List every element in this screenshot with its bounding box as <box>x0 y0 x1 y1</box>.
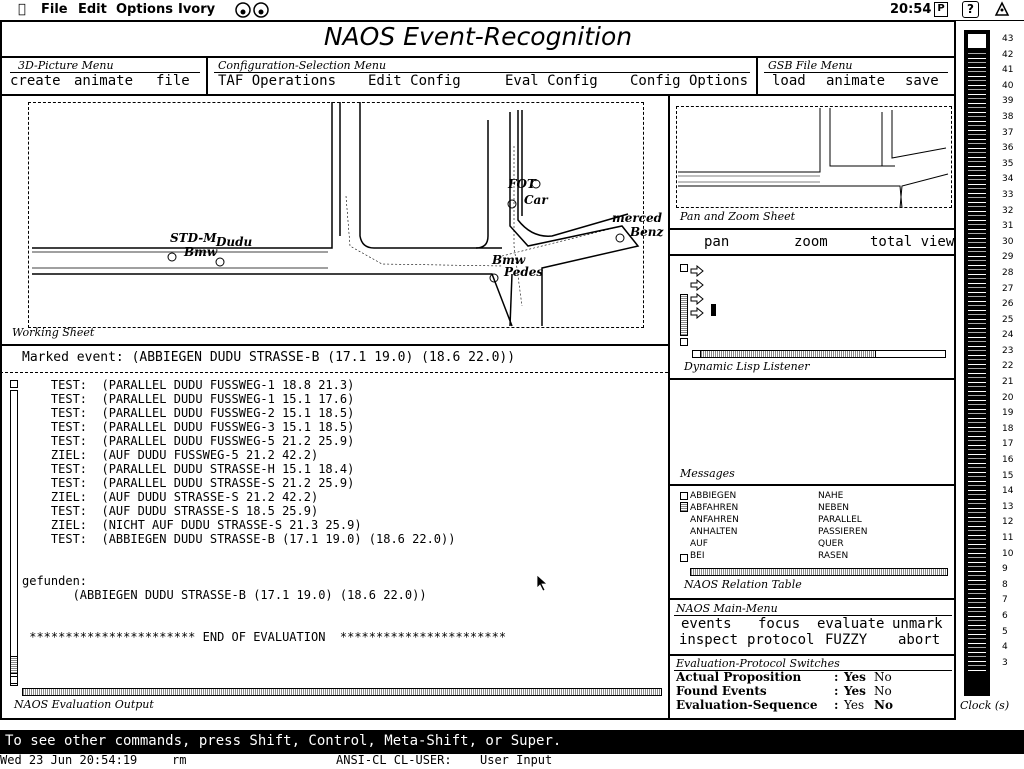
menus-row <box>0 58 956 94</box>
vertical-scrollbar[interactable] <box>10 390 18 686</box>
clock-tick-label: 40 <box>1002 80 1014 91</box>
clock-tick-label: 26 <box>1002 299 1014 310</box>
menubar-clock: 20:54 <box>890 2 932 17</box>
clock-panel <box>958 22 1024 718</box>
fuzzy-button[interactable]: FUZZY <box>825 632 868 648</box>
relation-item[interactable]: RASEN <box>818 551 849 561</box>
clock-bar-empty <box>968 34 986 48</box>
clock-tick-label: 12 <box>1002 517 1014 528</box>
relation-item[interactable]: ABFAHREN <box>690 503 739 513</box>
evaluation-line: ZIEL: (AUF DUDU STRASSE-S 21.2 42.2) <box>22 490 319 504</box>
clock-tick-label: 13 <box>1002 501 1014 512</box>
marked-event: Marked event: (ABBIEGEN DUDU STRASSE-B (17.1 19.0) (18.6 22.0)) <box>22 350 516 365</box>
relation-item[interactable]: NAHE <box>818 491 844 501</box>
divider <box>206 58 208 94</box>
working-sheet[interactable] <box>2 96 668 344</box>
label-pedes: Pedes <box>504 265 544 279</box>
status-line <box>0 752 1024 769</box>
street-map <box>2 96 668 344</box>
evaluation-line <box>22 560 506 574</box>
relation-item[interactable]: PASSIEREN <box>818 527 868 537</box>
picture-create-button[interactable]: create <box>10 73 61 89</box>
clock-tick-label: 22 <box>1002 361 1014 372</box>
relation-item[interactable]: ABBIEGEN <box>690 491 737 501</box>
label-bmw: Bmw <box>184 245 218 259</box>
clock-tick-label: 7 <box>1002 595 1008 606</box>
text-cursor <box>711 304 716 316</box>
clock-tick-label: 14 <box>1002 486 1014 497</box>
protocol-no-option[interactable]: No <box>874 698 893 712</box>
evaluate-button[interactable]: evaluate <box>817 616 885 632</box>
scroll-down-box[interactable] <box>680 338 688 346</box>
command-hint: To see other commands, press Shift, Control, Meta-Shift, or Super. <box>5 733 562 749</box>
clock-tick-label: 42 <box>1002 49 1014 60</box>
vertical-scroll-thumb[interactable] <box>680 502 688 512</box>
clock-tick-label: 29 <box>1002 252 1014 263</box>
evaluation-line: TEST: (PARALLEL DUDU FUSSWEG-1 15.1 17.6) <box>22 392 355 406</box>
divider <box>0 372 668 375</box>
status-state: User Input <box>480 753 553 767</box>
balloon-icon[interactable] <box>992 1 1012 23</box>
protocol-colon: : <box>834 670 839 684</box>
menu-ivory[interactable]: Ivory <box>178 2 216 17</box>
menu-bar <box>0 0 1024 21</box>
clock-tick-label: 21 <box>1002 377 1014 388</box>
clock-tick-label: 17 <box>1002 439 1014 450</box>
app-switcher-icon[interactable]: P <box>934 2 948 17</box>
events-button[interactable]: events <box>681 616 732 632</box>
scroll-up-box[interactable] <box>680 492 688 500</box>
evaluation-line: TEST: (PARALLEL DUDU STRASSE-S 21.2 25.9) <box>22 476 355 490</box>
label-dudu: Dudu <box>216 235 253 249</box>
abort-button[interactable]: abort <box>898 632 941 648</box>
label-benz: Benz <box>630 225 664 239</box>
protocol-label: Found Events <box>676 684 767 698</box>
relation-right-column <box>818 490 867 562</box>
protocol-switches <box>676 670 956 712</box>
evaluation-line: (ABBIEGEN DUDU STRASSE-B (17.1 19.0) (18.6 22.0)) <box>22 588 427 602</box>
clock-tick-label: 32 <box>1002 205 1014 216</box>
clock-tick-label: 10 <box>1002 548 1014 559</box>
taf-operations-button[interactable]: TAF Operations <box>218 73 337 89</box>
picture-file-button[interactable]: file <box>156 73 190 89</box>
evaluation-output-label: NAOS Evaluation Output <box>14 698 154 711</box>
lisp-listener[interactable] <box>670 256 954 378</box>
edit-config-button[interactable]: Edit Config <box>368 73 461 89</box>
clock-tick-label: 36 <box>1002 143 1014 154</box>
protocol-yes-option[interactable]: Yes <box>844 670 866 684</box>
relation-item[interactable]: PARALLEL <box>818 515 862 525</box>
clock-tick-label: 30 <box>1002 236 1014 247</box>
lisp-listener-label: Dynamic Lisp Listener <box>684 360 810 373</box>
evaluation-line <box>22 602 506 616</box>
clock-tick-label: 25 <box>1002 314 1014 325</box>
clock-tick-label: 15 <box>1002 470 1014 481</box>
divider <box>670 378 956 380</box>
clock-tick-label: 38 <box>1002 111 1014 122</box>
evaluation-line: TEST: (PARALLEL DUDU FUSSWEG-3 15.1 18.5) <box>22 420 355 434</box>
status-user: rm <box>172 753 187 767</box>
protocol-row <box>676 670 956 684</box>
clock-tick-label: 31 <box>1002 221 1014 232</box>
inspect-button[interactable]: inspect <box>679 632 739 648</box>
clock-tick-label: 43 <box>1002 34 1014 44</box>
zoom-button[interactable]: zoom <box>794 234 828 250</box>
relation-table-label: NAOS Relation Table <box>684 578 802 591</box>
clock-tick-label: 4 <box>1002 642 1008 653</box>
clock-tick-label: 6 <box>1002 610 1008 621</box>
pan-zoom-sheet[interactable] <box>670 96 954 228</box>
clock-tick-label: 33 <box>1002 189 1014 200</box>
picture-animate-button[interactable]: animate <box>74 73 134 89</box>
evaluation-line: ZIEL: (AUF DUDU FUSSWEG-5 21.2 42.2) <box>22 448 319 462</box>
divider <box>670 654 956 656</box>
config-options-button[interactable]: Config Options <box>630 73 749 89</box>
scroll-up-box[interactable] <box>10 380 18 388</box>
evaluation-output[interactable] <box>2 376 668 718</box>
clock-tick-label: 9 <box>1002 564 1008 575</box>
clock-label: Clock (s) <box>960 699 1010 712</box>
relation-item[interactable]: BEI <box>690 551 705 561</box>
prompt-arrow-icon <box>690 304 704 323</box>
protocol-colon: : <box>834 698 839 712</box>
vertical-scroll-thumb[interactable] <box>680 294 688 336</box>
menu-options[interactable]: Options <box>116 2 173 17</box>
clock-tick-label: 35 <box>1002 158 1014 169</box>
clock-tick-label: 28 <box>1002 267 1014 278</box>
protocol-row <box>676 684 956 698</box>
evaluation-line <box>22 616 506 630</box>
label-std-m: STD-M <box>170 231 217 245</box>
scroll-down-box[interactable] <box>680 554 688 562</box>
protocol-row <box>676 698 956 712</box>
status-date: Wed 23 Jun 20:54:19 <box>0 753 138 767</box>
app-title: NAOS Event-Recognition <box>323 22 633 51</box>
evaluation-line: gefunden: <box>22 574 88 588</box>
working-sheet-label: Working Sheet <box>12 326 95 339</box>
picture-menu-title: 3D-Picture Menu <box>18 59 114 72</box>
evaluation-line <box>22 546 506 560</box>
label-merced: merced <box>612 211 662 225</box>
clock-tick-label: 20 <box>1002 392 1014 403</box>
total-view-button[interactable]: total view <box>870 234 955 250</box>
relation-item[interactable]: AUF <box>690 539 708 549</box>
menu-edit[interactable]: Edit <box>78 2 107 17</box>
clock-tick-label: 39 <box>1002 96 1014 107</box>
messages-label: Messages <box>680 467 735 480</box>
config-menu-title: Configuration-Selection Menu <box>218 59 387 72</box>
clock-tick-label: 41 <box>1002 65 1014 76</box>
unmark-button[interactable]: unmark <box>892 616 943 632</box>
evaluation-line: TEST: (PARALLEL DUDU FUSSWEG-2 15.1 18.5) <box>22 406 355 420</box>
focus-button[interactable]: focus <box>758 616 801 632</box>
clock-tick-label: 34 <box>1002 174 1014 185</box>
evaluation-line: TEST: (PARALLEL DUDU STRASSE-H 15.1 18.4) <box>22 462 355 476</box>
clock-tick-label: 11 <box>1002 533 1014 543</box>
gsb-animate-button[interactable]: animate <box>826 73 886 89</box>
horizontal-scrollbar[interactable] <box>22 688 662 696</box>
protocol-button[interactable]: protocol <box>747 632 815 648</box>
apple-icon[interactable] <box>18 2 26 17</box>
mini-street-map <box>670 96 954 228</box>
evaluation-line: TEST: (AUF DUDU STRASSE-S 18.5 25.9) <box>22 504 319 518</box>
horizontal-scroll-thumb[interactable] <box>700 350 876 358</box>
command-hint-bar <box>0 730 1024 754</box>
protocol-colon: : <box>834 684 839 698</box>
label-car: Car <box>524 193 548 207</box>
divider <box>756 58 758 94</box>
clock-tick-label: 27 <box>1002 283 1014 294</box>
label-bmw-2: Bmw <box>492 253 526 267</box>
protocol-no-option[interactable]: No <box>874 670 892 684</box>
divider <box>0 344 668 346</box>
clock-tick-label: 24 <box>1002 330 1014 341</box>
clock-bar <box>964 30 990 696</box>
evaluation-text <box>22 378 506 644</box>
relation-item[interactable]: ANFAHREN <box>690 515 739 525</box>
divider <box>670 598 956 600</box>
relation-table[interactable] <box>670 486 954 596</box>
protocol-yes-option[interactable]: Yes <box>844 698 865 712</box>
evaluation-line: ZIEL: (NICHT AUF DUDU STRASSE-S 21.3 25.9) <box>22 518 362 532</box>
clock-scale <box>1002 32 1013 671</box>
protocol-switches-title: Evaluation-Protocol Switches <box>676 657 840 670</box>
evaluation-line: TEST: (ABBIEGEN DUDU STRASSE-B (17.1 19.0) (18.6 22.0)) <box>22 532 456 546</box>
clock-tick-label: 18 <box>1002 423 1014 434</box>
gsb-load-button[interactable]: load <box>772 73 806 89</box>
scroll-down-box[interactable] <box>10 676 18 684</box>
divider <box>670 228 956 230</box>
relation-item[interactable]: QUER <box>818 539 844 549</box>
menu-file[interactable]: File <box>41 2 68 17</box>
clock-bar-fill <box>968 50 986 674</box>
gsb-save-button[interactable]: save <box>905 73 939 89</box>
label-fot: FOT <box>508 177 536 191</box>
protocol-no-option[interactable]: No <box>874 684 892 698</box>
clock-tick-label: 23 <box>1002 345 1014 356</box>
relation-item[interactable]: NEBEN <box>818 503 850 513</box>
clock-tick-label: 37 <box>1002 127 1014 138</box>
clock-tick-label: 3 <box>1002 657 1008 668</box>
evaluation-line: TEST: (PARALLEL DUDU FUSSWEG-1 18.8 21.3) <box>22 378 355 392</box>
main-menu-title: NAOS Main-Menu <box>676 602 778 615</box>
clock-tick-label: 5 <box>1002 626 1008 637</box>
mouse-cursor-icon <box>536 574 550 596</box>
horizontal-scrollbar[interactable] <box>690 568 948 576</box>
relation-left-column <box>690 490 739 562</box>
pan-zoom-label: Pan and Zoom Sheet <box>680 210 796 223</box>
evaluation-line: *********************** END OF EVALUATION *********************** <box>22 630 507 644</box>
eyes-icon <box>234 2 270 22</box>
gsb-menu-title: GSB File Menu <box>768 59 853 72</box>
help-icon[interactable]: ? <box>962 1 979 18</box>
status-package: ANSI-CL CL-USER: <box>336 753 452 767</box>
vertical-scroll-thumb[interactable] <box>10 656 18 674</box>
eval-config-button[interactable]: Eval Config <box>505 73 598 89</box>
clock-tick-label: 19 <box>1002 408 1014 419</box>
protocol-yes-option[interactable]: Yes <box>844 684 866 698</box>
protocol-label: Evaluation-Sequence <box>676 698 818 712</box>
scroll-up-box[interactable] <box>680 264 688 272</box>
clock-tick-label: 8 <box>1002 579 1008 590</box>
protocol-label: Actual Proposition <box>676 670 802 684</box>
relation-item[interactable]: ANHALTEN <box>690 527 738 537</box>
evaluation-line: TEST: (PARALLEL DUDU FUSSWEG-5 21.2 25.9) <box>22 434 355 448</box>
pan-button[interactable]: pan <box>704 234 730 250</box>
clock-tick-label: 16 <box>1002 455 1014 466</box>
